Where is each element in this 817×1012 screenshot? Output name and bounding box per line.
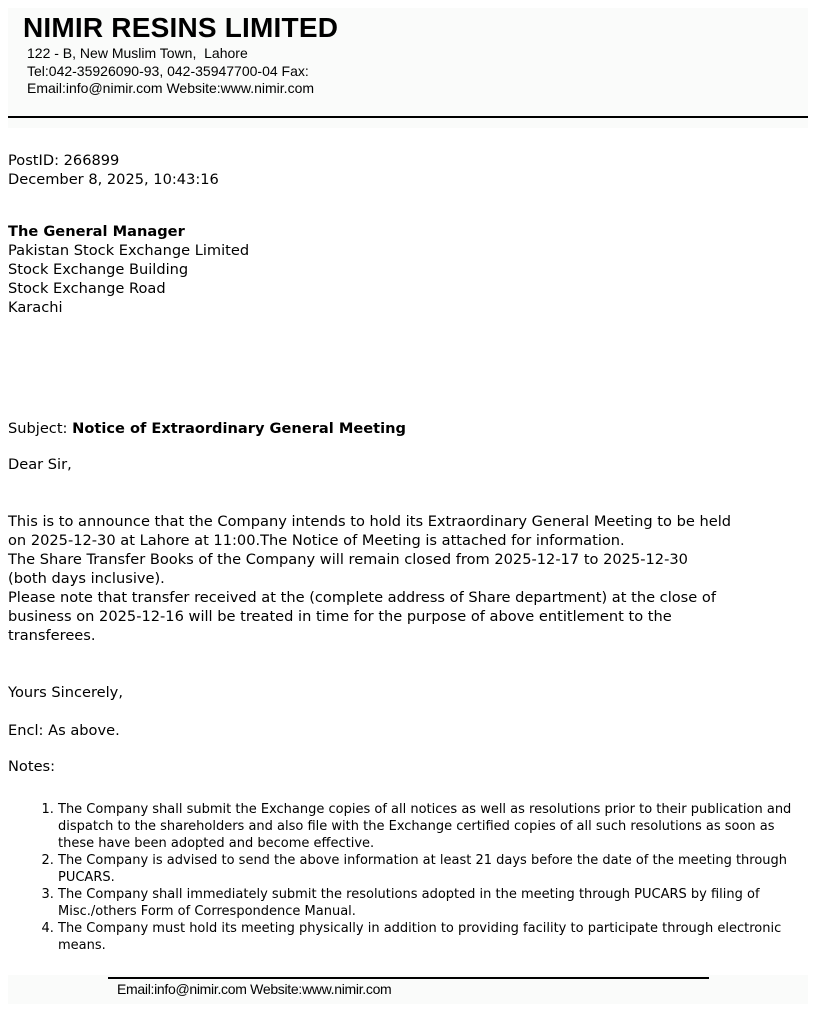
body-line: business on 2025-12-16 will be treated in time for the purpose of above entitlement to the <box>8 608 672 625</box>
note-item: 3. The Company shall immediately submit the resolutions adopted in the meeting through PUCARS by filing of Misc./others Form of Correspondence Manual. <box>58 886 798 920</box>
recipient-line: Stock Exchange Road <box>8 280 166 297</box>
footer-contact: Email:info@nimir.com Website:www.nimir.com <box>117 981 392 997</box>
notes-label: Notes: <box>8 758 56 775</box>
recipient-line: Pakistan Stock Exchange Limited <box>8 242 250 259</box>
company-name: NIMIR RESINS LIMITED <box>23 12 339 43</box>
note-item: 2. The Company is advised to send the above information at least 21 days before the date of the meeting through PUCARS. <box>58 852 798 886</box>
body-line: This is to announce that the Company intends to hold its Extraordinary General Meeting to be held <box>8 513 732 530</box>
recipient-block <box>8 222 249 317</box>
body-line: The Share Transfer Books of the Company will remain closed from 2025-12-17 to 2025-12-30 <box>8 551 688 568</box>
subject-label: Subject: <box>8 420 73 437</box>
recipient-line: Stock Exchange Building <box>8 261 189 278</box>
body-line: transferees. <box>8 627 96 644</box>
subject-line <box>8 419 406 438</box>
closing: Yours Sincerely, <box>8 684 123 701</box>
post-meta <box>8 151 219 189</box>
header-divider <box>8 116 808 118</box>
note-item: 1. The Company shall submit the Exchange copies of all notices as well as resolutions prior to their publication and dispatch to the shareholders and also file with the Exchange certified copies of all such resolutions as soon as these have been adopted and become effective. <box>58 801 798 852</box>
body-line: (both days inclusive). <box>8 570 165 587</box>
post-datetime: December 8, 2025, 10:43:16 <box>8 171 219 188</box>
note-item: 4. The Company must hold its meeting physically in addition to providing facility to participate through electronic means. <box>58 920 798 954</box>
company-address: 122 - B, New Muslim Town, Lahore <box>27 45 248 61</box>
greeting: Dear Sir, <box>8 456 72 473</box>
recipient-title: The General Manager <box>8 223 185 240</box>
enclosure: Encl: As above. <box>8 722 120 739</box>
post-id: PostID: 266899 <box>8 152 120 169</box>
footer <box>8 975 808 1004</box>
body-line: Please note that transfer received at the (complete address of Share department) at the close of <box>8 589 716 606</box>
company-contact: Email:info@nimir.com Website:www.nimir.com <box>27 80 315 96</box>
body-paragraph <box>8 512 731 645</box>
recipient-line: Karachi <box>8 299 63 316</box>
body-line: on 2025-12-30 at Lahore at 11:00.The Notice of Meeting is attached for information. <box>8 532 625 549</box>
footer-divider <box>108 977 709 979</box>
company-phone: Tel:042-35926090-93, 042-35947700-04 Fax: <box>27 63 309 79</box>
letterhead <box>8 8 808 128</box>
subject-text: Notice of Extraordinary General Meeting <box>72 420 406 437</box>
notes-list <box>8 801 798 954</box>
